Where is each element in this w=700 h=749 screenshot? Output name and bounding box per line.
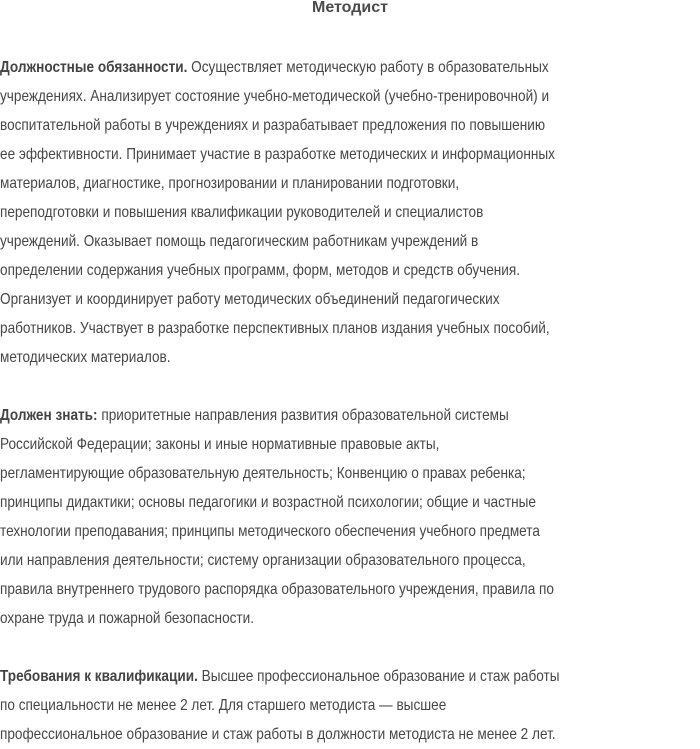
- text-line: работников. Участвует в разработке перспективных планов издания учебных пособий,: [0, 320, 550, 337]
- text-line: Должен знать: приоритетные направления развития образовательной системы: [0, 407, 509, 424]
- text-line: или направления деятельности; систему организации образовательного процесса,: [0, 552, 526, 569]
- section-lead: Должностные обязанности.: [0, 59, 188, 76]
- text-line: регламентирующие образовательную деятельность; Конвенцию о правах ребенка;: [0, 465, 526, 482]
- section-qualifications: [0, 662, 700, 749]
- text-line: материалов, диагностике, прогнозировании и планировании подготовки,: [0, 175, 460, 192]
- text-line: учреждений. Оказывает помощь педагогическим работникам учреждений в: [0, 233, 479, 250]
- text-line: Российской Федерации; законы и иные нормативные правовые акты,: [0, 436, 440, 453]
- text-line: ее эффективности. Принимает участие в разработке методических и информационных: [0, 146, 555, 163]
- section-lead: Требования к квалификации.: [0, 668, 198, 685]
- text-line: Требования к квалификации. Высшее профессиональное образование и стаж работы: [0, 668, 560, 685]
- page-title: Методист: [312, 0, 388, 16]
- text-line: переподготовки и повышения квалификации руководителей и специалистов: [0, 204, 484, 221]
- text-line: определении содержания учебных программ, форм, методов и средств обучения.: [0, 262, 521, 279]
- section-lead: Должен знать:: [0, 407, 98, 424]
- text-line: профессиональное образование и стаж работы в должности методиста не менее 2 лет.: [0, 726, 556, 743]
- section-duties: [0, 53, 700, 372]
- text-line: правила внутреннего трудового распорядка образовательного учреждения, правила по: [0, 581, 554, 598]
- text-line: учреждениях. Анализирует состояние учебно-методической (учебно-тренировочной) и: [0, 88, 550, 105]
- text-line: воспитательной работы в учреждениях и разрабатывает предложения по повышению: [0, 117, 546, 134]
- text-line: Организует и координирует работу методических объединений педагогических: [0, 291, 500, 308]
- text-line: по специальности не менее 2 лет. Для старшего методиста — высшее: [0, 697, 447, 714]
- text-line: методических материалов.: [0, 349, 171, 366]
- text-line: технологии преподавания; принципы методического обеспечения учебного предмета: [0, 523, 540, 540]
- text-line: Должностные обязанности. Осуществляет методическую работу в образовательных: [0, 59, 549, 76]
- section-knowledge: [0, 401, 700, 633]
- text-line: принципы дидактики; основы педагогики и возрастной психологии; общие и частные: [0, 494, 536, 511]
- text-line: охране труда и пожарной безопасности.: [0, 610, 255, 627]
